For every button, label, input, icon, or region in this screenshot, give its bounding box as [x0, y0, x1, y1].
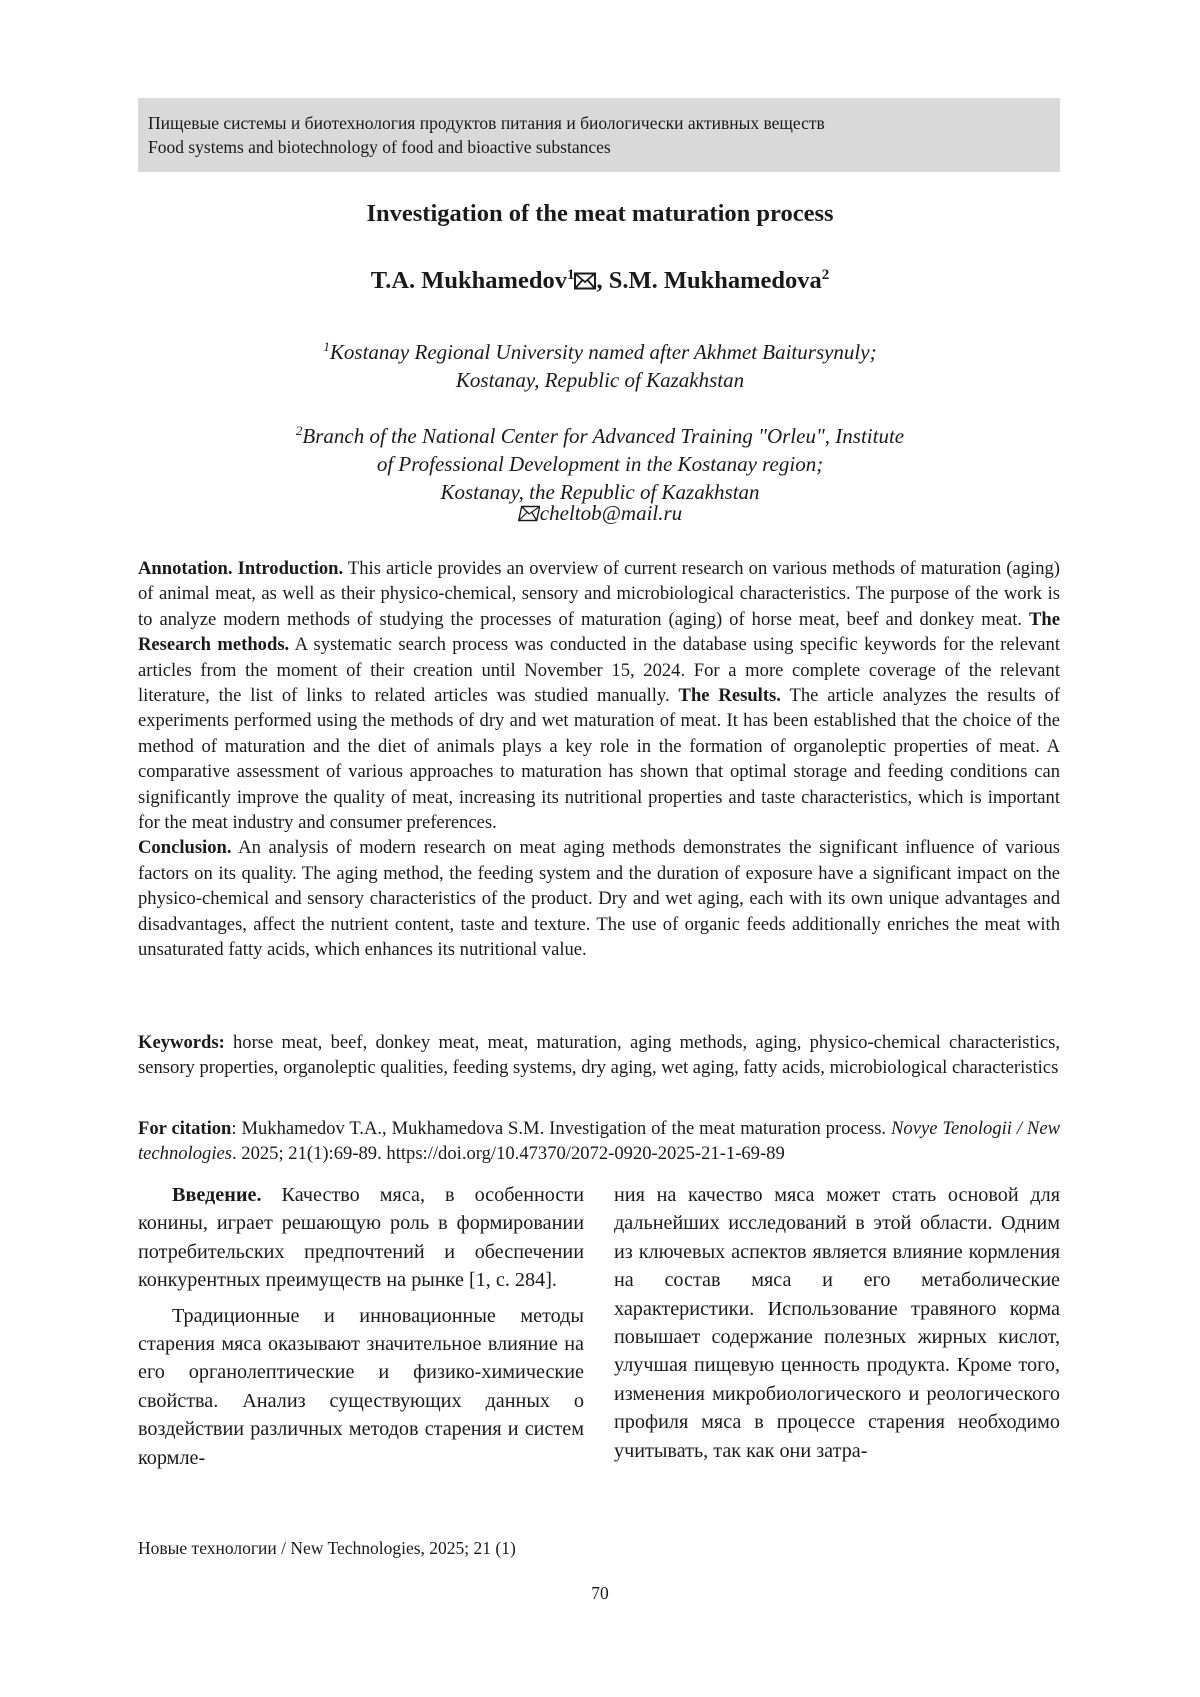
affiliation-2-line-3: Kostanay, the Republic of Kazakhstan	[440, 480, 760, 504]
citation-text-before: : Mukhamedov T.A., Mukhamedova S.M. Investigation of the meat maturation process.	[231, 1118, 891, 1139]
page-number: 70	[591, 1583, 609, 1603]
header-line-ru: Пищевые системы и биотехнология продуктов питания и биологически активных веществ	[148, 113, 825, 133]
author-list	[0, 267, 1200, 297]
envelope-icon	[574, 269, 596, 297]
citation-label: For citation	[138, 1118, 232, 1139]
affiliation-2-line-2: of Professional Development in the Kostanay region;	[376, 452, 824, 476]
methods-text: A systematic search process was conducted in the database using specific keywords for the relevant articles from the moment of their creation until November 15, 2024. For a more complete coverage of the relevant literature, the list of links to related articles was studied manually.	[138, 634, 1061, 707]
affiliation-1	[0, 333, 1200, 394]
citation	[138, 1116, 1060, 1167]
journal-section-header	[138, 98, 1060, 172]
introduction-heading-ru: Введение.	[172, 1184, 262, 1206]
keywords-label: Keywords:	[138, 1032, 225, 1053]
email-envelope-icon	[518, 503, 540, 528]
citation-text-after: . 2025; 21(1):69-89. https://doi.org/10.47370/2072-0920-2025-21-1-69-89	[231, 1143, 785, 1165]
footer-journal: Новые технологии / New Technologies, 2025; 21 (1)	[138, 1538, 516, 1558]
body-column-left	[138, 1181, 584, 1472]
affiliation-2-line-1: Branch of the National Center for Advanced Training "Orleu", Institute	[302, 424, 905, 448]
conclusion-label: Conclusion.	[138, 837, 232, 859]
affiliation-1-line-2: Kostanay, Republic of Kazakhstan	[455, 368, 745, 392]
affiliation-2	[0, 417, 1200, 506]
corresponding-email[interactable]	[0, 501, 1200, 528]
affiliation-2-mark: 2	[295, 423, 303, 438]
body-column-right	[614, 1181, 1060, 1465]
keywords	[138, 1030, 1060, 1081]
email-address[interactable]: cheltob@mail.ru	[539, 501, 683, 525]
author-separator: ,	[596, 267, 609, 295]
results-label: The Results.	[678, 685, 781, 707]
body-paragraph-2: Традиционные и инновационные методы старения мяса оказывают значительное влияние на его органолептические и физико-химические свойства. Анализ существующих данных о воздействии различных методов старения и систем кормле-	[138, 1304, 584, 1469]
conclusion-text: An analysis of modern research on meat aging methods demonstrates the significant influence of various factors on its quality. The aging method, the feeding system and the duration of exposure have a significant impact on the physico-chemical and sensory characteristics of the product. Dry and wet aging, each with its own unique advantages and disadvantages, affect the nutrient content, taste and texture. The use of organic feeds additionally enriches the meat with unsaturated fatty acids, which enhances its nutritional value.	[138, 837, 1060, 961]
results-text: The article analyzes the results of experiments performed using the methods of dry and wet maturation of meat. It has been established that the choice of the method of maturation and the diet of animals plays a key role in the formation of organoleptic properties of meat. A comparative assessment of various approaches to maturation has shown that optimal storage and feeding conditions can significantly improve the quality of meat, increasing its nutritional properties and taste characteristics, which is important for the meat industry and consumer preferences.	[138, 685, 1061, 834]
introduction-text: This article provides an overview of current research on various methods of maturation (aging) of animal meat, as well as their physico-chemical, sensory and microbiological characteristics. The purpose of the work is to analyze modern methods of studying the processes of maturation (aging) of horse meat, beef and donkey meat.	[138, 558, 1060, 630]
citation-journal: Novye Tenologii / New technologies	[138, 1118, 1060, 1165]
keywords-text: horse meat, beef, donkey meat, meat, maturation, aging methods, aging, physico-chemical characteristics, sensory properties, organoleptic qualities, feeding systems, dry aging, wet aging, fatty acids, microbiological characteristics	[138, 1032, 1060, 1079]
introduction-label: Introduction.	[237, 558, 344, 579]
author-1-name: T.A. Mukhamedov	[370, 267, 567, 295]
affiliation-1-line-1: Kostanay Regional University named after Akhmet Baitursynuly;	[329, 340, 877, 364]
body-paragraph-1-text: Качество мяса, в особенности конины, играет решающую роль в формировании потребительских предпочтений и обеспечении конкурентных преимуществ на рынке [1, с. 284].	[138, 1184, 584, 1292]
header-line-en: Food systems and biotechnology of food and bioactive substances	[148, 137, 611, 157]
abstract	[138, 556, 1060, 963]
author-2-affiliation-mark: 2	[821, 267, 830, 283]
body-paragraph-1	[138, 1181, 584, 1295]
methods-label: The Research methods.	[138, 608, 1060, 656]
body-paragraph-3: ния на качество мяса может стать основой для дальнейших исследований в этой области. Одним из ключевых аспектов является влияние кормления на состав мяса и его метаболические характеристики. Использование травяного корма повышает содержание полезных жирных кислот, улучшая пищевую ценность продукта. Кроме того, изменения микробиологического и реологического профиля мяса в процессе старения необходимо учитывать, так как они затра-	[614, 1184, 1060, 1462]
author-2-name: S.M. Mukhamedova	[608, 267, 822, 295]
author-1-affiliation-mark: 1	[566, 267, 575, 283]
annotation-label: Annotation.	[138, 558, 233, 579]
affiliation-1-mark: 1	[323, 339, 330, 354]
article-title: Investigation of the meat maturation process	[366, 200, 834, 227]
